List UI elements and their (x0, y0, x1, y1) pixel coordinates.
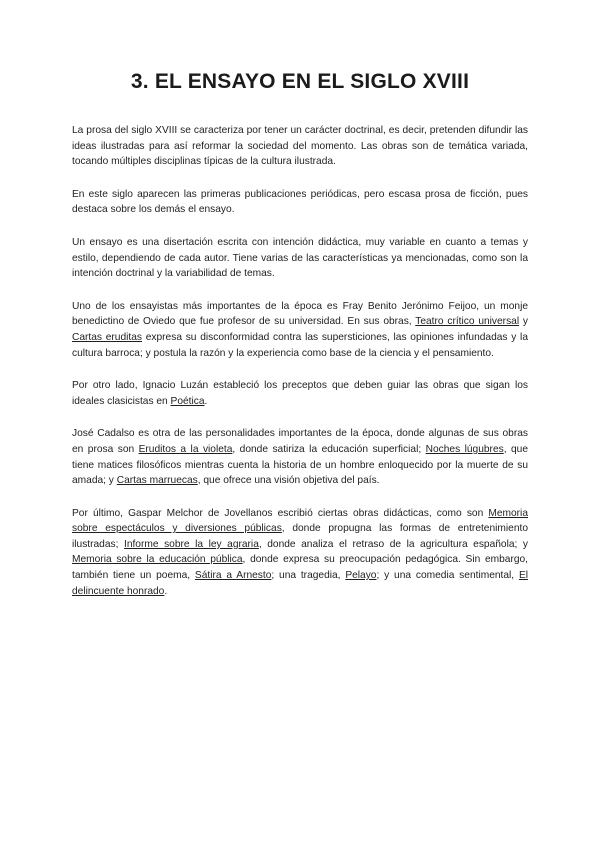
paragraph-text: , que tiene matices filosóficos mientras cuenta la historia de un hombre enloquecido por la muerte de su amada; y (72, 443, 528, 487)
paragraph-text: ; una tragedia, (271, 570, 346, 582)
paragraph-text: expresa su disconformidad contra las supersticiones, las opiniones infundadas y la cultura barroca; y postula la razón y la experiencia como base de la ciencia y el pensamiento. (72, 331, 528, 359)
paragraph-text: José Cadalso es otra de las personalidades importantes de la época, donde algunas de sus obras en prosa son (72, 428, 528, 455)
paragraph-text: , donde expresa su preocupación pedagógica. Sin embargo, también tiene un poema, (72, 554, 529, 582)
work-title-reference: Informe sobre la ley agraria (123, 538, 259, 550)
paragraph-text: . (164, 585, 168, 597)
work-title-reference: Cartas eruditas (72, 331, 142, 343)
work-title-reference: Pelayo (345, 570, 377, 582)
paragraph-text: . (204, 395, 208, 407)
paragraph (72, 426, 528, 488)
paragraph (72, 235, 528, 282)
work-title-reference: El delincuente honrado (72, 570, 528, 597)
paragraph-text: , donde propugna las formas de entretenimiento ilustradas; (72, 523, 528, 550)
work-title-reference: Cartas marruecas (116, 475, 198, 487)
paragraph (72, 506, 528, 600)
paragraph-text: ; y una comedia sentimental, (376, 570, 519, 582)
work-title-reference: Sátira a Arnesto (194, 570, 272, 582)
work-title-reference: Memoria sobre espectáculos y diversiones públicas (72, 507, 528, 535)
page-title: 3. EL ENSAYO EN EL SIGLO XVIII (130, 70, 470, 93)
work-title-reference: Teatro crítico universal (415, 316, 520, 328)
work-title-reference: Eruditos a la violeta (138, 443, 233, 455)
document-body (72, 123, 528, 616)
paragraph-text: La prosa del siglo XVIII se caracteriza por tener un carácter doctrinal, es decir, pretenden difundir las ideas ilustradas para así reformar la sociedad del momento. Las obras son de temática variada, tocando múltiples disciplinas típicas de la cultura ilustrada. (72, 125, 528, 168)
paragraph-text: y (519, 316, 528, 328)
paragraph-text: , donde analiza el retraso de la agricultura española; y (258, 538, 528, 550)
paragraph-text: Por otro lado, Ignacio Luzán estableció los preceptos que deben guiar las obras que sigan los ideales clasicistas en (72, 380, 528, 407)
paragraph-text: Uno de los ensayistas más importantes de la época es Fray Benito Jerónimo Feijoo, un monje benedictino de Oviedo que fue profesor de su universidad. En sus obras, (72, 300, 528, 328)
work-title-reference: Poética (170, 395, 205, 407)
work-title-reference: Noches lúgubres (425, 443, 504, 455)
paragraph-text: , donde satiriza la educación superficial; (232, 443, 426, 455)
paragraph (72, 299, 528, 361)
paragraph-text: En este siglo aparecen las primeras publicaciones periódicas, pero escasa prosa de ficción, pues destaca sobre los demás el ensayo. (72, 188, 528, 216)
paragraph-text: , que ofrece una visión objetiva del país. (197, 475, 380, 487)
paragraph-text: Por último, Gaspar Melchor de Jovellanos escribió ciertas obras didácticas, como son (72, 507, 489, 519)
paragraph-text: Un ensayo es una disertación escrita con intención didáctica, muy variable en cuanto a temas y estilo, dependiendo de cada autor. Tiene varias de las características ya mencionadas, como son la intención doctrinal y la variabilidad de temas. (72, 236, 528, 280)
paragraph (72, 123, 528, 170)
paragraph (72, 187, 528, 218)
work-title-reference: Memoria sobre la educación pública (72, 554, 243, 566)
paragraph (72, 378, 528, 409)
